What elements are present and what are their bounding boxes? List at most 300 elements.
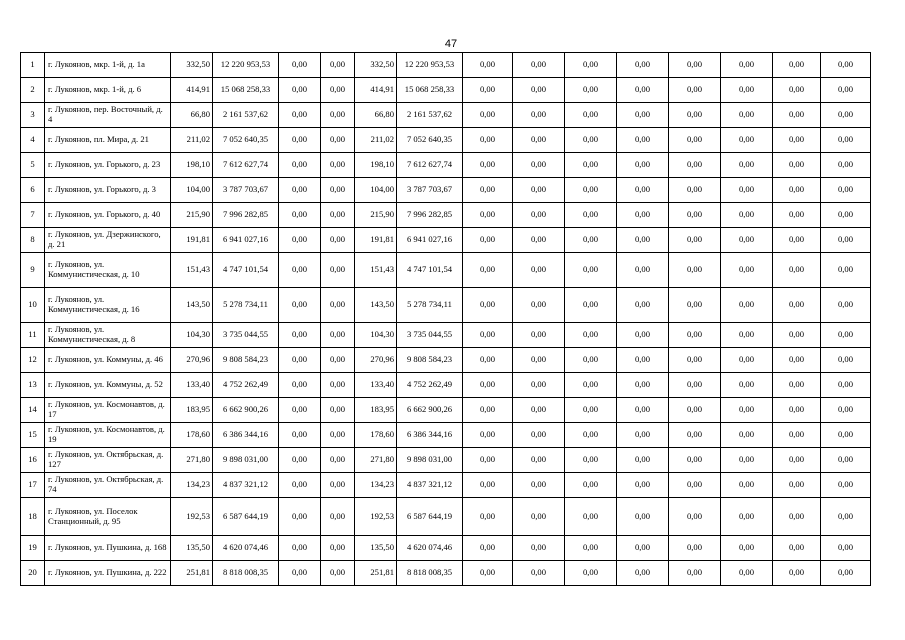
value-cell: 0,00 — [669, 423, 721, 448]
value-cell: 0,00 — [513, 536, 565, 561]
value-cell: 0,00 — [463, 473, 513, 498]
area-cell: 66,80 — [171, 103, 213, 128]
area-cell: 134,23 — [355, 473, 397, 498]
row-number-cell: 3 — [21, 103, 45, 128]
row-number-cell: 14 — [21, 398, 45, 423]
value-cell: 0,00 — [513, 128, 565, 153]
area-cell: 143,50 — [355, 288, 397, 323]
cost-cell: 6 662 900,26 — [213, 398, 279, 423]
value-cell: 0,00 — [279, 373, 321, 398]
value-cell: 0,00 — [463, 398, 513, 423]
value-cell: 0,00 — [321, 323, 355, 348]
value-cell: 0,00 — [513, 398, 565, 423]
table-row — [21, 373, 871, 398]
value-cell: 0,00 — [721, 561, 773, 586]
value-cell: 0,00 — [669, 203, 721, 228]
cost-cell: 5 278 734,11 — [213, 288, 279, 323]
value-cell: 0,00 — [617, 561, 669, 586]
cost-cell: 6 386 344,16 — [213, 423, 279, 448]
value-cell: 0,00 — [513, 448, 565, 473]
value-cell: 0,00 — [721, 398, 773, 423]
value-cell: 0,00 — [617, 53, 669, 78]
value-cell: 0,00 — [513, 473, 565, 498]
value-cell: 0,00 — [773, 473, 821, 498]
value-cell: 0,00 — [565, 153, 617, 178]
value-cell: 0,00 — [669, 153, 721, 178]
cost-cell: 3 787 703,67 — [213, 178, 279, 203]
cost-cell: 9 808 584,23 — [397, 348, 463, 373]
value-cell: 0,00 — [821, 398, 871, 423]
value-cell: 0,00 — [321, 398, 355, 423]
cost-cell: 12 220 953,53 — [397, 53, 463, 78]
value-cell: 0,00 — [721, 103, 773, 128]
address-cell: г. Лукоянов, ул. Пушкина, д. 168 — [45, 536, 171, 561]
table-row — [21, 288, 871, 323]
cost-cell: 8 818 008,35 — [397, 561, 463, 586]
value-cell: 0,00 — [721, 153, 773, 178]
housing-program-table — [20, 52, 871, 586]
row-number-cell: 13 — [21, 373, 45, 398]
value-cell: 0,00 — [721, 448, 773, 473]
table-row — [21, 53, 871, 78]
cost-cell: 4 747 101,54 — [397, 253, 463, 288]
row-number-cell: 8 — [21, 228, 45, 253]
value-cell: 0,00 — [773, 53, 821, 78]
value-cell: 0,00 — [279, 288, 321, 323]
area-cell: 104,00 — [171, 178, 213, 203]
value-cell: 0,00 — [669, 561, 721, 586]
row-number-cell: 7 — [21, 203, 45, 228]
area-cell: 198,10 — [355, 153, 397, 178]
value-cell: 0,00 — [321, 153, 355, 178]
value-cell: 0,00 — [669, 288, 721, 323]
value-cell: 0,00 — [279, 78, 321, 103]
value-cell: 0,00 — [463, 103, 513, 128]
value-cell: 0,00 — [773, 536, 821, 561]
value-cell: 0,00 — [565, 398, 617, 423]
value-cell: 0,00 — [721, 536, 773, 561]
value-cell: 0,00 — [721, 323, 773, 348]
value-cell: 0,00 — [617, 398, 669, 423]
row-number-cell: 12 — [21, 348, 45, 373]
value-cell: 0,00 — [279, 423, 321, 448]
cost-cell: 4 620 074,46 — [397, 536, 463, 561]
table-row — [21, 153, 871, 178]
cost-cell: 6 587 644,19 — [213, 498, 279, 536]
cost-cell: 3 787 703,67 — [397, 178, 463, 203]
area-cell: 271,80 — [171, 448, 213, 473]
value-cell: 0,00 — [617, 178, 669, 203]
value-cell: 0,00 — [821, 203, 871, 228]
area-cell: 414,91 — [355, 78, 397, 103]
value-cell: 0,00 — [513, 178, 565, 203]
value-cell: 0,00 — [773, 561, 821, 586]
value-cell: 0,00 — [821, 348, 871, 373]
value-cell: 0,00 — [513, 348, 565, 373]
area-cell: 151,43 — [355, 253, 397, 288]
row-number-cell: 1 — [21, 53, 45, 78]
value-cell: 0,00 — [321, 203, 355, 228]
value-cell: 0,00 — [773, 253, 821, 288]
value-cell: 0,00 — [669, 448, 721, 473]
value-cell: 0,00 — [565, 498, 617, 536]
row-number-cell: 11 — [21, 323, 45, 348]
value-cell: 0,00 — [773, 228, 821, 253]
value-cell: 0,00 — [617, 153, 669, 178]
value-cell: 0,00 — [565, 53, 617, 78]
value-cell: 0,00 — [617, 373, 669, 398]
value-cell: 0,00 — [821, 423, 871, 448]
table-row — [21, 203, 871, 228]
value-cell: 0,00 — [565, 536, 617, 561]
value-cell: 0,00 — [821, 536, 871, 561]
value-cell: 0,00 — [321, 473, 355, 498]
cost-cell: 4 747 101,54 — [213, 253, 279, 288]
value-cell: 0,00 — [463, 561, 513, 586]
value-cell: 0,00 — [463, 448, 513, 473]
cost-cell: 15 068 258,33 — [213, 78, 279, 103]
value-cell: 0,00 — [669, 536, 721, 561]
value-cell: 0,00 — [721, 348, 773, 373]
value-cell: 0,00 — [513, 78, 565, 103]
value-cell: 0,00 — [821, 253, 871, 288]
cost-cell: 3 735 044,55 — [397, 323, 463, 348]
value-cell: 0,00 — [321, 128, 355, 153]
value-cell: 0,00 — [721, 423, 773, 448]
value-cell: 0,00 — [669, 128, 721, 153]
value-cell: 0,00 — [617, 348, 669, 373]
value-cell: 0,00 — [669, 473, 721, 498]
value-cell: 0,00 — [773, 323, 821, 348]
area-cell: 192,53 — [355, 498, 397, 536]
value-cell: 0,00 — [773, 423, 821, 448]
address-cell: г. Лукоянов, ул. Пушкина, д. 222 — [45, 561, 171, 586]
cost-cell: 6 662 900,26 — [397, 398, 463, 423]
value-cell: 0,00 — [821, 103, 871, 128]
value-cell: 0,00 — [565, 288, 617, 323]
value-cell: 0,00 — [279, 398, 321, 423]
value-cell: 0,00 — [279, 561, 321, 586]
row-number-cell: 6 — [21, 178, 45, 203]
value-cell: 0,00 — [721, 228, 773, 253]
value-cell: 0,00 — [513, 53, 565, 78]
value-cell: 0,00 — [513, 423, 565, 448]
cost-cell: 6 587 644,19 — [397, 498, 463, 536]
value-cell: 0,00 — [617, 473, 669, 498]
address-cell: г. Лукоянов, ул. Горького, д. 3 — [45, 178, 171, 203]
cost-cell: 9 808 584,23 — [213, 348, 279, 373]
value-cell: 0,00 — [463, 53, 513, 78]
value-cell: 0,00 — [821, 473, 871, 498]
value-cell: 0,00 — [279, 228, 321, 253]
value-cell: 0,00 — [721, 78, 773, 103]
value-cell: 0,00 — [279, 536, 321, 561]
area-cell: 251,81 — [171, 561, 213, 586]
value-cell: 0,00 — [721, 373, 773, 398]
address-cell: г. Лукоянов, ул. Дзержинского, д. 21 — [45, 228, 171, 253]
value-cell: 0,00 — [565, 473, 617, 498]
value-cell: 0,00 — [513, 561, 565, 586]
area-cell: 183,95 — [355, 398, 397, 423]
value-cell: 0,00 — [721, 253, 773, 288]
address-cell: г. Лукоянов, мкр. 1-й, д. 6 — [45, 78, 171, 103]
address-cell: г. Лукоянов, ул. Горького, д. 23 — [45, 153, 171, 178]
value-cell: 0,00 — [513, 323, 565, 348]
row-number-cell: 10 — [21, 288, 45, 323]
value-cell: 0,00 — [321, 53, 355, 78]
area-cell: 271,80 — [355, 448, 397, 473]
row-number-cell: 9 — [21, 253, 45, 288]
value-cell: 0,00 — [721, 203, 773, 228]
area-cell: 151,43 — [171, 253, 213, 288]
address-cell: г. Лукоянов, ул. Октябрьская, д. 127 — [45, 448, 171, 473]
value-cell: 0,00 — [617, 448, 669, 473]
value-cell: 0,00 — [279, 53, 321, 78]
address-cell: г. Лукоянов, ул. Коммунистическая, д. 16 — [45, 288, 171, 323]
area-cell: 183,95 — [171, 398, 213, 423]
address-cell: г. Лукоянов, ул. Поселок Станционный, д. 95 — [45, 498, 171, 536]
value-cell: 0,00 — [463, 498, 513, 536]
table-row — [21, 498, 871, 536]
value-cell: 0,00 — [821, 373, 871, 398]
table-row — [21, 398, 871, 423]
value-cell: 0,00 — [617, 203, 669, 228]
value-cell: 0,00 — [821, 128, 871, 153]
table-row — [21, 253, 871, 288]
cost-cell: 4 837 321,12 — [213, 473, 279, 498]
table-row — [21, 561, 871, 586]
value-cell: 0,00 — [463, 78, 513, 103]
value-cell: 0,00 — [721, 178, 773, 203]
value-cell: 0,00 — [279, 178, 321, 203]
area-cell: 104,30 — [171, 323, 213, 348]
address-cell: г. Лукоянов, ул. Коммунистическая, д. 10 — [45, 253, 171, 288]
area-cell: 270,96 — [171, 348, 213, 373]
table-body — [21, 53, 871, 586]
cost-cell: 15 068 258,33 — [397, 78, 463, 103]
cost-cell: 2 161 537,62 — [213, 103, 279, 128]
cost-cell: 7 052 640,35 — [397, 128, 463, 153]
cost-cell: 2 161 537,62 — [397, 103, 463, 128]
area-cell: 178,60 — [171, 423, 213, 448]
address-cell: г. Лукоянов, ул. Коммуны, д. 46 — [45, 348, 171, 373]
value-cell: 0,00 — [773, 128, 821, 153]
area-cell: 66,80 — [355, 103, 397, 128]
row-number-cell: 18 — [21, 498, 45, 536]
value-cell: 0,00 — [669, 498, 721, 536]
address-cell: г. Лукоянов, пл. Мира, д. 21 — [45, 128, 171, 153]
value-cell: 0,00 — [513, 288, 565, 323]
value-cell: 0,00 — [321, 423, 355, 448]
address-cell: г. Лукоянов, ул. Коммуны, д. 52 — [45, 373, 171, 398]
area-cell: 211,02 — [171, 128, 213, 153]
value-cell: 0,00 — [669, 78, 721, 103]
area-cell: 135,50 — [171, 536, 213, 561]
value-cell: 0,00 — [669, 398, 721, 423]
value-cell: 0,00 — [463, 153, 513, 178]
cost-cell: 7 052 640,35 — [213, 128, 279, 153]
value-cell: 0,00 — [279, 128, 321, 153]
value-cell: 0,00 — [279, 348, 321, 373]
value-cell: 0,00 — [321, 348, 355, 373]
area-cell: 133,40 — [171, 373, 213, 398]
value-cell: 0,00 — [463, 536, 513, 561]
address-cell: г. Лукоянов, ул. Коммунистическая, д. 8 — [45, 323, 171, 348]
cost-cell: 4 752 262,49 — [397, 373, 463, 398]
value-cell: 0,00 — [321, 536, 355, 561]
area-cell: 104,30 — [355, 323, 397, 348]
value-cell: 0,00 — [773, 103, 821, 128]
value-cell: 0,00 — [821, 53, 871, 78]
value-cell: 0,00 — [513, 253, 565, 288]
area-cell: 192,53 — [171, 498, 213, 536]
value-cell: 0,00 — [565, 228, 617, 253]
row-number-cell: 16 — [21, 448, 45, 473]
value-cell: 0,00 — [565, 253, 617, 288]
value-cell: 0,00 — [513, 203, 565, 228]
area-cell: 332,50 — [171, 53, 213, 78]
value-cell: 0,00 — [617, 78, 669, 103]
value-cell: 0,00 — [617, 288, 669, 323]
address-cell: г. Лукоянов, ул. Космонавтов, д. 19 — [45, 423, 171, 448]
value-cell: 0,00 — [721, 128, 773, 153]
area-cell: 133,40 — [355, 373, 397, 398]
value-cell: 0,00 — [773, 153, 821, 178]
area-cell: 191,81 — [171, 228, 213, 253]
value-cell: 0,00 — [565, 103, 617, 128]
value-cell: 0,00 — [821, 228, 871, 253]
value-cell: 0,00 — [617, 498, 669, 536]
value-cell: 0,00 — [463, 323, 513, 348]
value-cell: 0,00 — [773, 78, 821, 103]
value-cell: 0,00 — [321, 78, 355, 103]
value-cell: 0,00 — [463, 253, 513, 288]
value-cell: 0,00 — [463, 348, 513, 373]
cost-cell: 7 996 282,85 — [397, 203, 463, 228]
value-cell: 0,00 — [617, 253, 669, 288]
value-cell: 0,00 — [669, 253, 721, 288]
value-cell: 0,00 — [565, 448, 617, 473]
area-cell: 198,10 — [171, 153, 213, 178]
address-cell: г. Лукоянов, ул. Октябрьская, д. 74 — [45, 473, 171, 498]
value-cell: 0,00 — [565, 423, 617, 448]
table-row — [21, 128, 871, 153]
value-cell: 0,00 — [773, 398, 821, 423]
value-cell: 0,00 — [669, 103, 721, 128]
area-cell: 191,81 — [355, 228, 397, 253]
value-cell: 0,00 — [321, 561, 355, 586]
value-cell: 0,00 — [669, 228, 721, 253]
value-cell: 0,00 — [513, 498, 565, 536]
value-cell: 0,00 — [321, 288, 355, 323]
value-cell: 0,00 — [565, 203, 617, 228]
value-cell: 0,00 — [513, 228, 565, 253]
row-number-cell: 15 — [21, 423, 45, 448]
value-cell: 0,00 — [513, 153, 565, 178]
value-cell: 0,00 — [821, 323, 871, 348]
address-cell: г. Лукоянов, мкр. 1-й, д. 1а — [45, 53, 171, 78]
cost-cell: 6 941 027,16 — [213, 228, 279, 253]
table-row — [21, 323, 871, 348]
area-cell: 270,96 — [355, 348, 397, 373]
value-cell: 0,00 — [279, 323, 321, 348]
row-number-cell: 17 — [21, 473, 45, 498]
cost-cell: 4 620 074,46 — [213, 536, 279, 561]
row-number-cell: 20 — [21, 561, 45, 586]
value-cell: 0,00 — [463, 128, 513, 153]
value-cell: 0,00 — [321, 178, 355, 203]
area-cell: 134,23 — [171, 473, 213, 498]
value-cell: 0,00 — [721, 473, 773, 498]
value-cell: 0,00 — [565, 323, 617, 348]
value-cell: 0,00 — [821, 448, 871, 473]
table-row — [21, 448, 871, 473]
value-cell: 0,00 — [279, 153, 321, 178]
table-row — [21, 473, 871, 498]
value-cell: 0,00 — [321, 448, 355, 473]
value-cell: 0,00 — [773, 498, 821, 536]
cost-cell: 7 996 282,85 — [213, 203, 279, 228]
area-cell: 251,81 — [355, 561, 397, 586]
cost-cell: 7 612 627,74 — [397, 153, 463, 178]
address-cell: г. Лукоянов, ул. Горького, д. 40 — [45, 203, 171, 228]
page-number: 47 — [444, 38, 458, 50]
table-row — [21, 536, 871, 561]
value-cell: 0,00 — [821, 561, 871, 586]
area-cell: 104,00 — [355, 178, 397, 203]
value-cell: 0,00 — [617, 128, 669, 153]
value-cell: 0,00 — [279, 253, 321, 288]
area-cell: 414,91 — [171, 78, 213, 103]
cost-cell: 8 818 008,35 — [213, 561, 279, 586]
value-cell: 0,00 — [279, 103, 321, 128]
table-row — [21, 78, 871, 103]
value-cell: 0,00 — [669, 373, 721, 398]
table-row — [21, 178, 871, 203]
value-cell: 0,00 — [669, 348, 721, 373]
value-cell: 0,00 — [617, 536, 669, 561]
cost-cell: 4 837 321,12 — [397, 473, 463, 498]
value-cell: 0,00 — [821, 498, 871, 536]
value-cell: 0,00 — [565, 373, 617, 398]
row-number-cell: 19 — [21, 536, 45, 561]
value-cell: 0,00 — [279, 448, 321, 473]
value-cell: 0,00 — [617, 103, 669, 128]
value-cell: 0,00 — [279, 498, 321, 536]
value-cell: 0,00 — [565, 348, 617, 373]
value-cell: 0,00 — [617, 323, 669, 348]
area-cell: 178,60 — [355, 423, 397, 448]
cost-cell: 7 612 627,74 — [213, 153, 279, 178]
row-number-cell: 5 — [21, 153, 45, 178]
value-cell: 0,00 — [463, 178, 513, 203]
value-cell: 0,00 — [669, 178, 721, 203]
value-cell: 0,00 — [773, 203, 821, 228]
value-cell: 0,00 — [513, 373, 565, 398]
value-cell: 0,00 — [669, 323, 721, 348]
value-cell: 0,00 — [463, 288, 513, 323]
table-row — [21, 103, 871, 128]
address-cell: г. Лукоянов, пер. Восточный, д. 4 — [45, 103, 171, 128]
cost-cell: 12 220 953,53 — [213, 53, 279, 78]
value-cell: 0,00 — [773, 348, 821, 373]
area-cell: 143,50 — [171, 288, 213, 323]
area-cell: 215,90 — [355, 203, 397, 228]
value-cell: 0,00 — [463, 423, 513, 448]
cost-cell: 5 278 734,11 — [397, 288, 463, 323]
value-cell: 0,00 — [321, 103, 355, 128]
value-cell: 0,00 — [321, 253, 355, 288]
